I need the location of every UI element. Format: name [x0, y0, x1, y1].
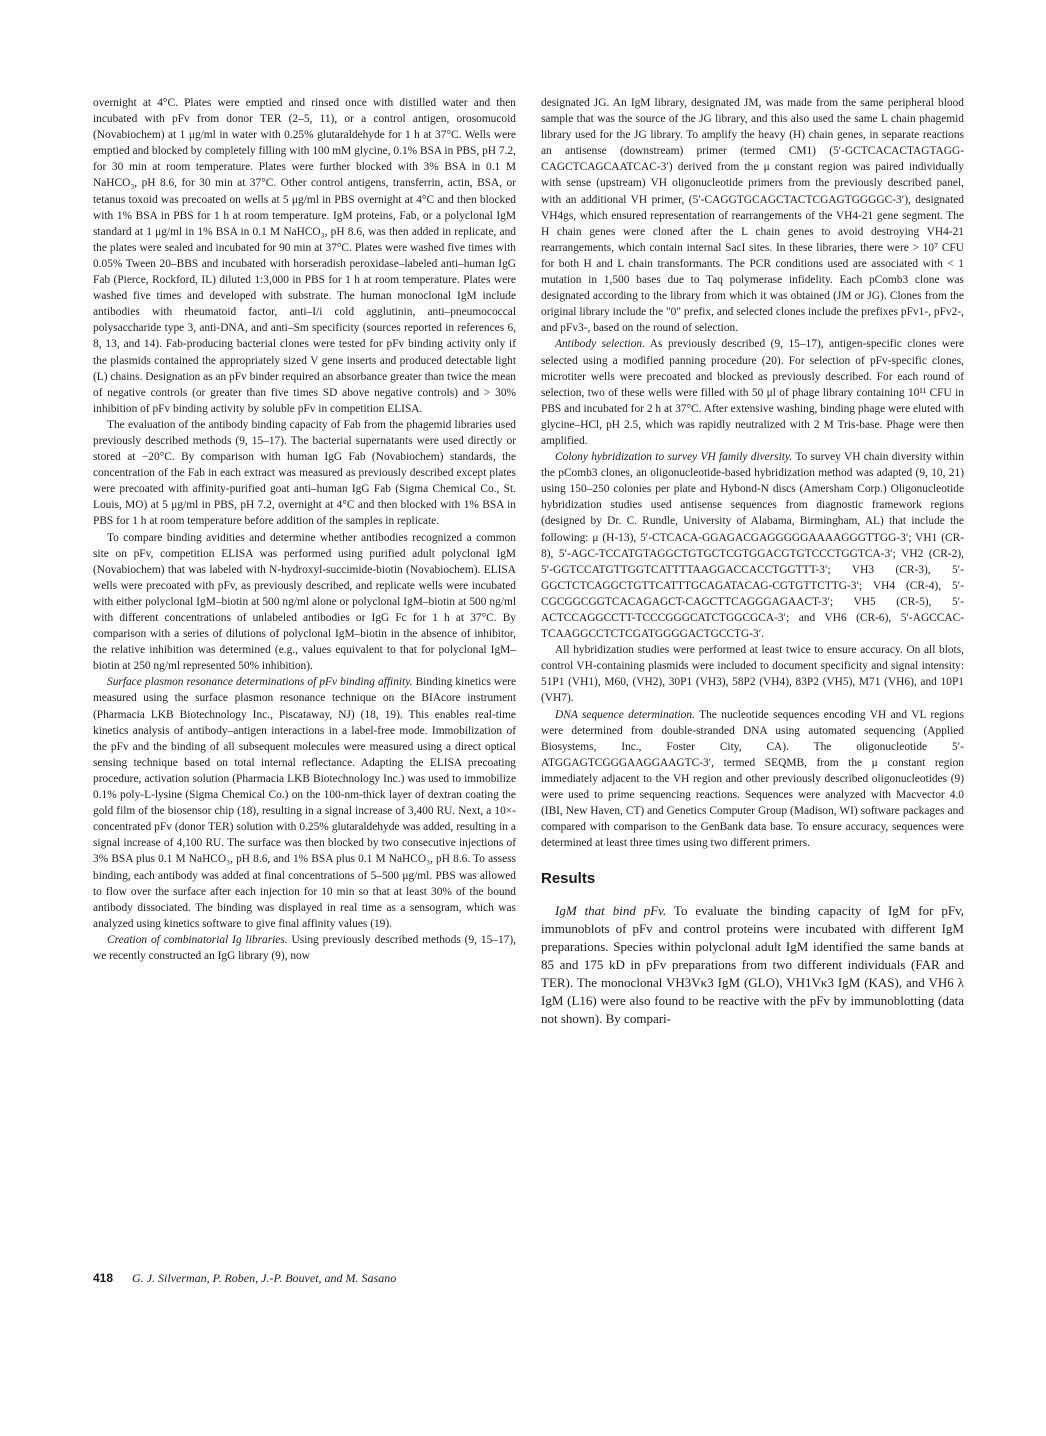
paragraph-text: Using previously described methods (9, 15–17), we recently constructed an IgG library (9), now — [93, 933, 516, 962]
paragraph — [541, 449, 964, 642]
paragraph-text: The nucleotide sequences encoding VH and VL regions were determined from double-stranded DNA using automated sequencing (Applied Biosystems, Inc., Foster City, CA). The oligonucleotide 5′-ATGGAGTCGGGAAGGAAGTC-3′, termed SEQMB, from the μ constant region immediately adjacent to the VH region and other previously described oligonucleotides (9) were used to prime sequencing reactions. Sequences were analyzed with Macvector 4.0 (IBI, New Haven, CT) and Genetics Computer Group (Madison, WI) software packages and compared with comparison to the GenBank data base. To ensure accuracy, sequences were determined at least three times using two different primers. — [541, 708, 965, 850]
right-column — [541, 95, 964, 1028]
page-footer — [93, 1271, 396, 1286]
paragraph — [541, 336, 964, 449]
results-heading: Results — [541, 870, 596, 888]
page-number: 418 — [93, 1271, 114, 1285]
paragraph — [93, 674, 516, 932]
paragraph: All hybridization studies were performed at least twice to ensure accuracy. On all blots, control VH-containing plasmids were included to document specificity and signal intensity: 51P1 (VH1), M60, (VH2), 30P1 (VH3), 58P2 (VH4), 83P2 (VH5), M71 (VH6), and 10P1 (VH7). — [541, 644, 964, 705]
paragraph-text: To evaluate the binding capacity of IgM for pFv, immunoblots of pFv and control proteins were incubated with different IgM preparations. Species within polyclonal adult IgM identified the same bands at 85 and 175 kD in pFv preparations from two different individuals (FAR and TER). The monoclonal VH3Vκ3 IgM (GLO), VH1Vκ3 IgM (KAS), and VH6 λ IgM (L16) were also found to be reactive with the pFv by immunoblotting (data not shown). By compari- — [541, 902, 964, 1026]
paragraph-text: Binding kinetics were measured using the surface plasmon resonance technique on the BIAcore instrument (Pharmacia LKB Biotechnology Inc., Piscataway, NJ) (18, 19). This enables real-time kinetics analysis of antibody–antigen interactions in a label-free mode. Immobilization of the pFv and the binding of all subsequent molecules were measured using a direct optical sensing technique based on total internal reflectance. Adapting the ELISA precoating procedure, activation solution (Pharmacia LKB Biotechnology Inc.) was used to immobilize 0.1% poly-L-lysine (Sigma Chemical Co.) on the 100-nm-thick layer of dextran coating the gold film of the biosensor chip (18), resulting in a signal increase of 3,400 RU. Next, a 10×-concentrated pFv (donor TER) solution with 0.25% glutaraldehyde was added, resulting in a signal increase of 4,100 RU. The surface was then blocked by two consecutive injections of 3% BSA plus 0.1 M NaHCO₃, pH 8.6, and 1% BSA plus 0.1 M NaHCO₃, pH 8.6. To assess binding, each antibody was added at final concentrations of 5–500 μg/ml. PBS was allowed to flow over the surface after each injection for 10 min so that at least 30% of the bound antibody dissociated. The binding was displayed in real time as a sensogram, which was analyzed using kinetics software to give final affinity values (19). — [93, 676, 517, 930]
left-column — [93, 95, 516, 964]
run-in-heading: Colony hybridization to survey VH family diversity. — [555, 451, 793, 464]
paragraph — [541, 707, 964, 852]
paragraph-text: As previously described (9, 15–17), antigen-specific clones were selected using a modified panning procedure (20). For selection of pFv-specific clones, microtiter wells were precoated and blocked as previously described. For each round of selection, two of these wells were filled with 50 μl of phage library containing 10¹¹ CFU in PBS and incubated for 2 h at 37°C. After extensive washing, binding phage were eluted with glycine–HCl, pH 2.5, which was rapidly neutralized with 2 M Tris-base. Phage were then amplified. — [541, 338, 964, 447]
paragraph: designated JG. An IgM library, designated JM, was made from the same peripheral blood sample that was the source of the JG library, and this also used the same L chain phagemid library used for the JG library. To amplify the heavy (H) chain genes, in separate reactions an antisense (downstream) primer (termed CM1) (5′-GCTCACACTAGTAGG-CAGCTCAGCAATCAC-3′) derived from the μ constant region was paired individually with sense (upstream) VH oligonucleotide primers from the previously described panel, with an additional VH primer, (5′-CAGGTGCAGCTACTCGAGTGGGGC-3′), designated VH4gs, which ensured representation of rearrangements of the VH4-21 gene segment. The H chain genes were cloned after the L chain genes to avoid destroying VH4-21 rearrangements, which contain internal SacI sites. In these libraries, there were > 10⁷ CFU for both H and L chain transformants. The PCR conditions used are associated with < 1 mutation in 1,500 bases due to Taq polymerase infidelity. Each pComb3 clone was designated according to the library from which it was obtained (JM or JG). Clones from the original library include the "0" prefix, and selected clones include the prefixes pFv1-, pFv2-, and pFv3-, based on the round of selection. — [541, 97, 964, 335]
running-authors: G. J. Silverman, P. Roben, J.-P. Bouvet, and M. Sasano — [132, 1271, 397, 1285]
paragraph — [541, 902, 964, 1028]
run-in-heading: Antibody selection. — [555, 338, 645, 351]
paragraph — [93, 932, 516, 964]
run-in-heading: IgM that bind pFv. — [555, 902, 667, 918]
paragraph: overnight at 4°C. Plates were emptied and rinsed once with distilled water and then incubated with pFv from donor TER (2–5, 11), or a control antigen, orosomucoid (Novabiochem) at 1 μg/ml in water with 0.25% glutaraldehyde for 1 h at 37°C. Wells were emptied and blocked by completely filling with 100 mM glycine, 0.1% BSA in PBS, pH 7.2, for 30 min at room temperature. Plates were further blocked with 3% BSA in 0.1 M NaHCO₃, pH 8.6, for 30 min at 37°C. Other control antigens, transferrin, actin, BSA, or tetanus toxoid was precoated on wells at 5 μg/ml in PBS overnight at 4°C and then blocked with 1% BSA in PBS for 1 h at room temperature. IgM proteins, Fab, or a polyclonal IgM standard at 1 μg/ml in 1% BSA in 0.1 M NaHCO₃, pH 8.6, was then added in replicate, and the plates were sealed and incubated for 90 min at 37°C. Plates were washed five times with 0.05% Tween 20–BBS and incubated with horseradish peroxidase–labeled anti–human IgG Fab (Pierce, Rockford, IL) diluted 1:3,000 in PBS for 1 h at room temperature. Plates were washed five times and developed with substrate. The human monoclonal IgM include antibodies with rheumatoid factor, anti–I/i cold agglutinin, anti–pneumococcal polysaccharide type 3, anti-DNA, and anti–Sm specificity (sources reported in references 6, 8, 13, and 14). Fab-producing bacterial clones were tested for pFv binding activity only if the plasmids contained the appropriately sized V gene inserts and produced detectable light (L) chains. Designation as an pFv binder required an absorbance greater than twice the mean of negative controls (or greater than five times SD above negative controls) and > 30% inhibition of pFv binding activity by soluble pFv in competition ELISA. — [93, 97, 516, 415]
paragraph: To compare binding avidities and determine whether antibodies recognized a common site on pFv, competition ELISA was performed using purified adult polyclonal IgM (Novabiochem) that was labeled with N-hydroxyl-succimide-biotin (Novabiochem). ELISA wells were precoated with pFv, as previously described, and replicate wells were incubated with either polyclonal IgM–biotin at 500 ng/ml alone or polyclonal IgM–biotin at 500 ng/ml with different concentrations of unlabeled antibodies or IgG Fc for 1 h at 37°C. By comparison with a series of dilutions of polyclonal IgM–biotin in the absence of inhibitor, the relative inhibition was determined (e.g., values equivalent to that for polyclonal IgM–biotin at 250 ng/ml represented 50% inhibition). — [93, 531, 516, 673]
run-in-heading: Surface plasmon resonance determinations of pFv binding affinity. — [107, 676, 413, 689]
run-in-heading: Creation of combinatorial Ig libraries. — [107, 933, 288, 946]
paragraph: The evaluation of the antibody binding capacity of Fab from the phagemid libraries used previously described methods (9, 15–17). The bacterial supernatants were used directly or stored at −20°C. By comparison with human IgG Fab (Novabiochem) standards, the concentration of the Fab in each extract was measured as previously described except plates were precoated with affinity-purified goat anti–human IgG Fab (Sigma Chemical Co., St. Louis, MO) at 5 μg/ml in PBS, pH 7.2, overnight at 4°C and then blocked with 1% BSA in PBS for 1 h at room temperature before addition of the samples in replicate. — [93, 418, 516, 528]
paragraph-text: To survey VH chain diversity within the pComb3 clones, an oligonucleotide-based hybridization method was adapted (9, 10, 21) using 150–250 colonies per plate and Hybond-N discs (Amersham Corp.) Oligonucleotide hybridization studies used antisense sequences from diagnostic framework regions (designed by Dr. C. Rundle, University of Alabama, Birmingham, AL) that include the following: μ (H-13), 5′-CTCACA-GGAGACGAGGGGGAAAAGGGTTGG-3′; VH1 (CR-8), 5′-AGC-TCCATGTAGGCTGTGCTCGTGGACGTGTCCCTGGTCA-3′; VH2 (CR-2), 5′-GGTCCATGTTGGTCATTTTAAGGACCACCTGGTTT-3′; VH3 (CR-3), 5′-GGCTCTCAGGCTGTTCATTTGCAGATACAG-CGTGTTCTTG-3′; VH4 (CR-4), 5′-CGCGGCGGTCACAGAGCT-CAGCTTCAGGGAGAACT-3′; VH5 (CR-5), 5′-ACTCCAGGCCTT-TCCCGGGCATCTGGCGCA-3′; and VH6 (CR-6), 5′-AGCCAC-TCAAGGCCTCTCGATGGGGACTGCCTG-3′. — [541, 451, 964, 641]
run-in-heading: DNA sequence determination. — [555, 708, 695, 721]
